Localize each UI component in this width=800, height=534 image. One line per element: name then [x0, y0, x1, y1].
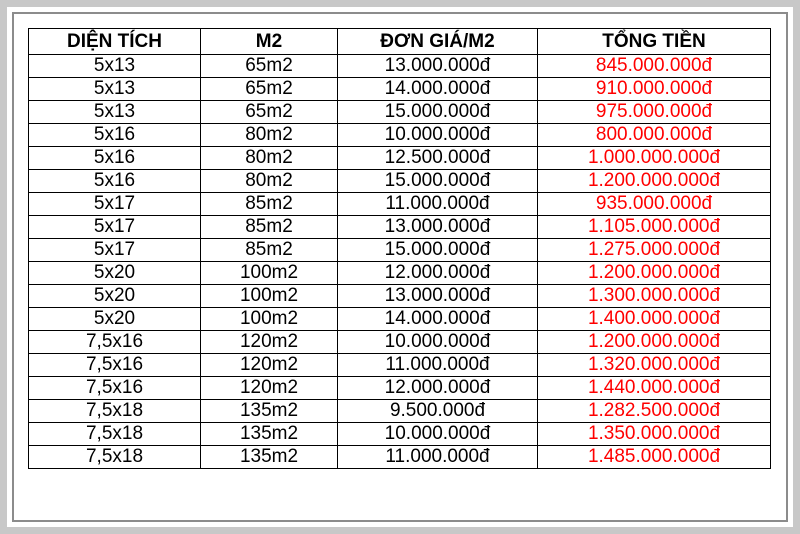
cell-size: 7,5x16 — [29, 331, 201, 354]
cell-size: 5x13 — [29, 78, 201, 101]
table-row — [29, 147, 771, 170]
table-row — [29, 446, 771, 469]
cell-unit-price: 10.000.000đ — [338, 331, 538, 354]
cell-area: 135m2 — [201, 400, 338, 423]
cell-unit-price: 13.000.000đ — [338, 285, 538, 308]
cell-unit-price: 10.000.000đ — [338, 423, 538, 446]
cell-area: 100m2 — [201, 262, 338, 285]
cell-area: 80m2 — [201, 147, 338, 170]
table-row — [29, 400, 771, 423]
cell-size: 5x13 — [29, 55, 201, 78]
cell-size: 5x16 — [29, 170, 201, 193]
table-row — [29, 124, 771, 147]
cell-area: 120m2 — [201, 377, 338, 400]
header-area-dimensions: DIỆN TÍCH — [29, 29, 201, 55]
cell-total: 910.000.000đ — [538, 78, 771, 101]
cell-unit-price: 14.000.000đ — [338, 308, 538, 331]
cell-unit-price: 11.000.000đ — [338, 354, 538, 377]
table-row — [29, 331, 771, 354]
table-row — [29, 423, 771, 446]
cell-unit-price: 14.000.000đ — [338, 78, 538, 101]
cell-total: 1.275.000.000đ — [538, 239, 771, 262]
header-unit-price: ĐƠN GIÁ/M2 — [338, 29, 538, 55]
table-row — [29, 262, 771, 285]
cell-size: 7,5x18 — [29, 446, 201, 469]
cell-total: 1.400.000.000đ — [538, 308, 771, 331]
cell-unit-price: 13.000.000đ — [338, 55, 538, 78]
table-row — [29, 170, 771, 193]
table-row — [29, 239, 771, 262]
header-row — [29, 29, 771, 55]
cell-total: 1.350.000.000đ — [538, 423, 771, 446]
cell-size: 5x20 — [29, 262, 201, 285]
cell-total: 1.000.000.000đ — [538, 147, 771, 170]
cell-area: 80m2 — [201, 170, 338, 193]
cell-size: 5x16 — [29, 124, 201, 147]
cell-unit-price: 15.000.000đ — [338, 170, 538, 193]
cell-unit-price: 15.000.000đ — [338, 239, 538, 262]
cell-unit-price: 12.000.000đ — [338, 262, 538, 285]
table-row — [29, 354, 771, 377]
cell-total: 935.000.000đ — [538, 193, 771, 216]
table-row — [29, 101, 771, 124]
cell-total: 1.200.000.000đ — [538, 262, 771, 285]
cell-size: 5x17 — [29, 193, 201, 216]
table-row — [29, 193, 771, 216]
cell-total: 1.200.000.000đ — [538, 170, 771, 193]
cell-unit-price: 13.000.000đ — [338, 216, 538, 239]
cell-total: 1.282.500.000đ — [538, 400, 771, 423]
cell-total: 1.105.000.000đ — [538, 216, 771, 239]
cell-total: 1.300.000.000đ — [538, 285, 771, 308]
table-row — [29, 55, 771, 78]
cell-total: 1.200.000.000đ — [538, 331, 771, 354]
cell-size: 7,5x18 — [29, 423, 201, 446]
cell-unit-price: 9.500.000đ — [338, 400, 538, 423]
cell-area: 100m2 — [201, 308, 338, 331]
cell-area: 80m2 — [201, 124, 338, 147]
cell-total: 1.485.000.000đ — [538, 446, 771, 469]
cell-unit-price: 11.000.000đ — [338, 446, 538, 469]
table-row — [29, 216, 771, 239]
table-row — [29, 78, 771, 101]
cell-size: 7,5x16 — [29, 354, 201, 377]
cell-area: 65m2 — [201, 55, 338, 78]
cell-area: 100m2 — [201, 285, 338, 308]
cell-area: 65m2 — [201, 101, 338, 124]
header-total-price: TỔNG TIỀN — [538, 29, 771, 55]
cell-area: 85m2 — [201, 239, 338, 262]
cell-area: 65m2 — [201, 78, 338, 101]
cell-area: 135m2 — [201, 446, 338, 469]
cell-area: 135m2 — [201, 423, 338, 446]
cell-size: 5x20 — [29, 285, 201, 308]
cell-unit-price: 12.000.000đ — [338, 377, 538, 400]
cell-area: 120m2 — [201, 331, 338, 354]
cell-size: 5x17 — [29, 239, 201, 262]
cell-size: 5x17 — [29, 216, 201, 239]
cell-total: 1.320.000.000đ — [538, 354, 771, 377]
cell-unit-price: 10.000.000đ — [338, 124, 538, 147]
cell-size: 7,5x18 — [29, 400, 201, 423]
table-row — [29, 308, 771, 331]
cell-unit-price: 11.000.000đ — [338, 193, 538, 216]
price-table — [28, 28, 771, 469]
cell-size: 7,5x16 — [29, 377, 201, 400]
header-square-meters: M2 — [201, 29, 338, 55]
table-row — [29, 285, 771, 308]
cell-total: 845.000.000đ — [538, 55, 771, 78]
cell-total: 800.000.000đ — [538, 124, 771, 147]
cell-unit-price: 12.500.000đ — [338, 147, 538, 170]
cell-area: 120m2 — [201, 354, 338, 377]
cell-area: 85m2 — [201, 193, 338, 216]
cell-unit-price: 15.000.000đ — [338, 101, 538, 124]
table-row — [29, 377, 771, 400]
cell-area: 85m2 — [201, 216, 338, 239]
cell-total: 1.440.000.000đ — [538, 377, 771, 400]
cell-size: 5x13 — [29, 101, 201, 124]
cell-size: 5x20 — [29, 308, 201, 331]
cell-size: 5x16 — [29, 147, 201, 170]
cell-total: 975.000.000đ — [538, 101, 771, 124]
